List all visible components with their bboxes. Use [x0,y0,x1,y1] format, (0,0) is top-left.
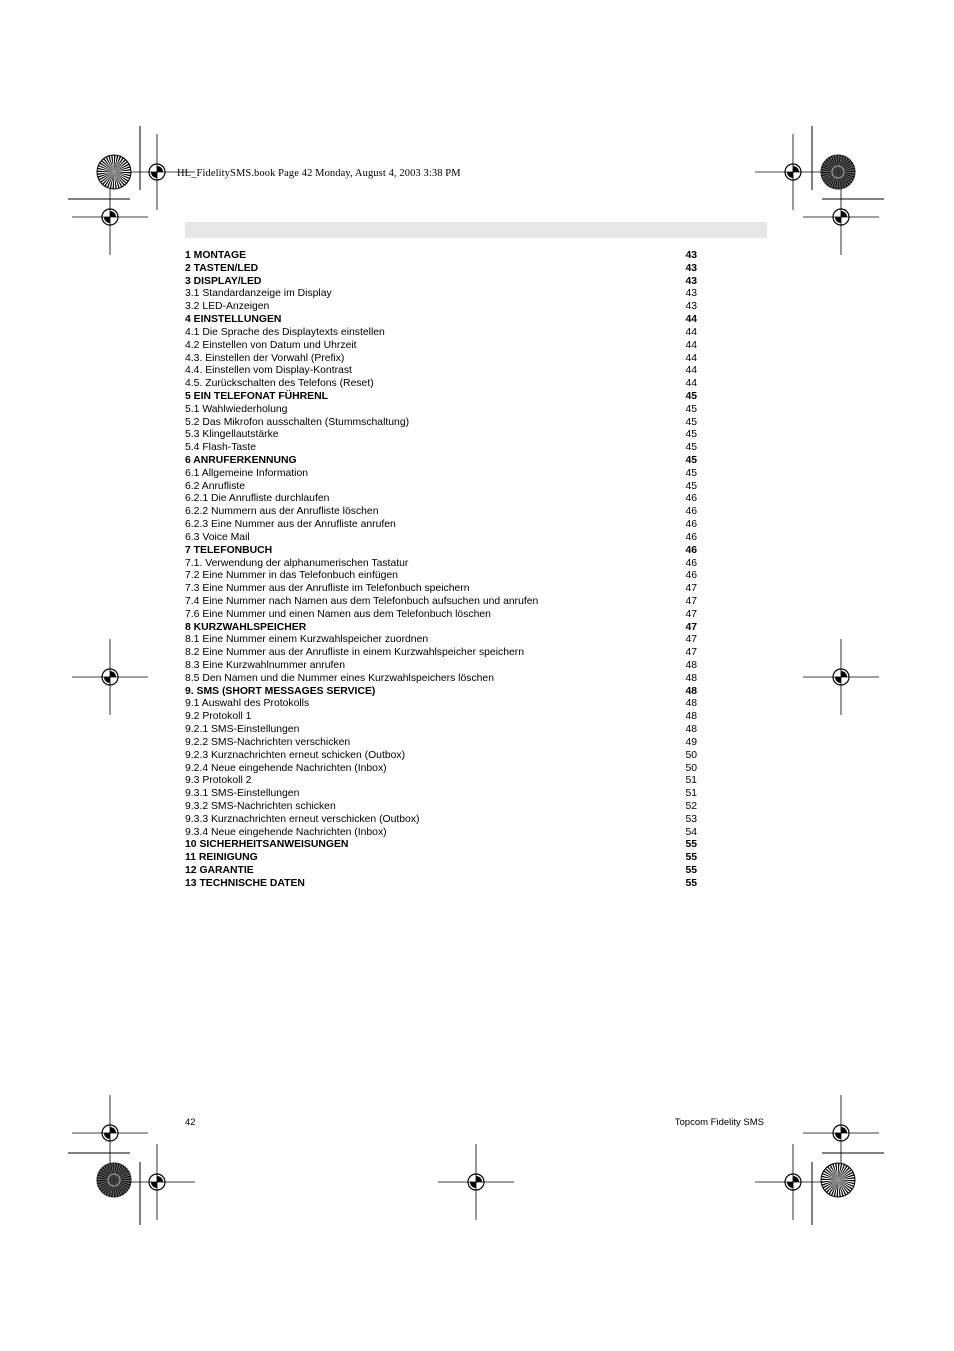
toc-entry [185,686,699,699]
toc-entry-title: 13 TECHNISCHE DATEN [185,877,305,889]
toc-entry-title: 5.4 Flash-Taste [185,442,257,454]
toc-entry-page: 47 [685,647,697,659]
toc-entry-title: 9. SMS (SHORT MESSAGES SERVICE) [185,685,376,697]
toc-entry-page: 43 [685,275,697,287]
toc-entry [185,481,699,494]
registration-mark-icon [803,639,879,715]
toc-entry [185,852,699,865]
toc-entry-title: 4.1 Die Sprache des Displaytexts einstellen [185,326,385,338]
toc-entry-title: 6.2.1 Die Anrufliste durchlaufen [185,493,330,505]
toc-entry-title: 4.3. Einstellen der Vorwahl (Prefix) [185,352,345,364]
toc-entry [185,276,699,289]
toc-entry [185,558,699,571]
toc-entry-title: 9.2.1 SMS-Einstellungen [185,724,300,736]
toc-entry [185,827,699,840]
toc-entry-title: 5.1 Wahlwiederholung [185,403,288,415]
toc-entry-title: 7.3 Eine Nummer aus der Anrufliste im Telefonbuch speichern [185,583,470,595]
registration-mark-icon [803,1095,879,1171]
toc-entry-page: 44 [685,365,697,377]
toc-entry-page: 55 [685,877,697,889]
starburst-target-icon [97,155,131,189]
toc-entry [185,634,699,647]
toc-entry [185,365,699,378]
toc-entry-page: 45 [685,403,697,415]
toc-entry [185,519,699,532]
toc-entry [185,673,699,686]
toc-entry-title: 8 KURZWAHLSPEICHER [185,621,307,633]
toc-entry [185,340,699,353]
toc-entry [185,301,699,314]
toc-entry-title: 4 EINSTELLUNGEN [185,314,282,326]
registration-mark-icon [755,134,831,210]
registration-mark-icon [72,1095,148,1171]
toc-entry [185,404,699,417]
toc-entry-page: 48 [685,672,697,684]
toc-entry-title: 6.2.2 Nummern aus der Anrufliste löschen [185,506,379,518]
toc-entry [185,288,699,301]
toc-entry-page: 44 [685,314,697,326]
registration-mark-icon [438,1144,514,1220]
toc-entry [185,314,699,327]
toc-entry-title: 7 TELEFONBUCH [185,544,273,556]
toc-entry-title: 9.2.2 SMS-Nachrichten verschicken [185,736,351,748]
toc-entry-page: 48 [685,660,697,671]
toc-entry-title: 6 ANRUFERKENNUNG [185,455,297,466]
toc-entry-title: 3 DISPLAY/LED [185,275,262,287]
toc-entry [185,647,699,660]
toc-entry-page: 45 [685,467,697,479]
toc-entry-page: 48 [685,698,697,710]
toc-entry-title: 4.4. Einstellen vom Display-Kontrast [185,365,352,377]
toc-entry-title: 8.3 Eine Kurzwahlnummer anrufen [185,660,345,671]
header-band [185,222,767,238]
toc-entry [185,711,699,724]
toc-entry-page: 46 [685,531,697,543]
toc-entry-page: 52 [685,800,697,812]
toc-entry [185,878,699,891]
toc-entry-page: 54 [685,826,697,838]
toc-entry-title: 8.1 Eine Nummer einem Kurzwahlspeicher zuordnen [185,634,429,646]
toc-entry-title: 2 TASTEN/LED [185,262,259,274]
toc-entry [185,327,699,340]
toc-entry-page: 46 [685,519,697,531]
toc-entry [185,814,699,827]
toc-entry-title: 6.2.3 Eine Nummer aus der Anrufliste anrufen [185,519,396,531]
toc-entry-page: 44 [685,326,697,338]
toc-entry-page: 43 [685,250,697,261]
toc-entry-page: 46 [685,506,697,518]
toc-entry-title: 9.2.3 Kurznachrichten erneut schicken (Outbox) [185,749,406,761]
toc-entry-page: 46 [685,544,697,556]
toc-entry [185,417,699,430]
toc-entry-title: 9.2 Protokoll 1 [185,711,252,723]
registration-mark-icon [72,179,148,255]
toc-entry-title: 5.3 Klingellautstärke [185,429,279,441]
toc-entry [185,609,699,622]
toc-entry-page: 45 [685,416,697,428]
starburst-target-icon [97,1163,131,1197]
toc-entry-title: 7.6 Eine Nummer und einen Namen aus dem Telefonbuch löschen [185,608,491,620]
toc-entry [185,429,699,442]
toc-entry-page: 45 [685,390,697,402]
toc-entry [185,455,699,468]
toc-entry-page: 44 [685,378,697,390]
toc-entry-page: 48 [685,685,697,697]
toc-entry [185,596,699,609]
toc-entry [185,660,699,673]
toc-entry-title: 8.5 Den Namen und die Nummer eines Kurzwahlspeichers löschen [185,672,494,684]
toc-entry [185,378,699,391]
toc-entry-title: 9.3.3 Kurznachrichten erneut verschicken (Outbox) [185,813,420,825]
toc-entry-title: 7.4 Eine Nummer nach Namen aus dem Telefonbuch aufsuchen und anrufen [185,595,539,607]
toc-entry-title: 4.2 Einstellen von Datum und Uhrzeit [185,339,357,351]
toc-entry [185,532,699,545]
toc-entry [185,353,699,366]
toc-entry [185,865,699,878]
toc-entry-title: 9.3.1 SMS-Einstellungen [185,788,300,800]
registration-mark-icon [803,179,879,255]
footer-product-name: Topcom Fidelity SMS [674,1117,764,1128]
toc-entry [185,724,699,737]
toc-entry-title: 10 SICHERHEITSANWEISUNGEN [185,839,349,851]
toc-entry-title: 12 GARANTIE [185,865,254,876]
toc-entry [185,506,699,519]
toc-entry-page: 55 [685,865,697,876]
toc-entry-title: 8.2 Eine Nummer aus der Anrufliste in einem Kurzwahlspeicher speichern [185,647,525,659]
toc-entry-title: 9.2.4 Neue eingehende Nachrichten (Inbox) [185,762,387,774]
starburst-target-icon [821,155,855,189]
table-of-contents [185,250,699,891]
toc-entry-title: 6.2 Anrufliste [185,480,246,492]
toc-entry-page: 51 [685,775,697,787]
toc-entry-title: 9.3.4 Neue eingehende Nachrichten (Inbox) [185,826,387,838]
toc-entry-page: 47 [685,608,697,620]
toc-entry-page: 43 [685,288,697,300]
toc-entry-title: 7.2 Eine Nummer in das Telefonbuch einfügen [185,570,398,582]
toc-entry-page: 45 [685,480,697,492]
registration-mark-icon [755,1144,831,1220]
toc-entry-page: 48 [685,724,697,736]
toc-entry-page: 47 [685,621,697,633]
toc-entry [185,763,699,776]
footer-page-number: 42 [185,1117,196,1128]
toc-entry [185,468,699,481]
toc-entry [185,775,699,788]
registration-mark-icon [72,639,148,715]
toc-entry-page: 44 [685,339,697,351]
toc-entry [185,391,699,404]
toc-entry-page: 53 [685,813,697,825]
toc-entry-title: 4.5. Zurückschalten des Telefons (Reset) [185,378,374,390]
toc-entry [185,570,699,583]
toc-entry-page: 55 [685,839,697,851]
toc-entry [185,788,699,801]
toc-entry-title: 9.1 Auswahl des Protokolls [185,698,310,710]
toc-entry-page: 43 [685,262,697,274]
toc-entry-title: 11 REINIGUNG [185,852,258,864]
toc-entry-title: 6.3 Voice Mail [185,531,250,543]
toc-entry-title: 6.1 Allgemeine Information [185,467,309,479]
toc-entry [185,545,699,558]
toc-entry-page: 47 [685,595,697,607]
toc-entry-page: 47 [685,583,697,595]
toc-entry-title: 1 MONTAGE [185,250,246,261]
toc-entry [185,493,699,506]
toc-entry [185,250,699,263]
toc-entry [185,698,699,711]
toc-entry [185,583,699,596]
toc-entry [185,622,699,635]
print-header-slug: HL_FidelitySMS.book Page 42 Monday, August 4, 2003 3:38 PM [177,168,461,179]
toc-entry-page: 50 [685,762,697,774]
toc-entry-title: 9.3 Protokoll 2 [185,775,252,787]
toc-entry [185,801,699,814]
toc-entry-page: 43 [685,301,697,313]
toc-entry-page: 51 [685,788,697,800]
toc-entry [185,750,699,763]
toc-entry-page: 49 [685,736,697,748]
toc-entry-page: 50 [685,749,697,761]
toc-entry-title: 5.2 Das Mikrofon ausschalten (Stummschaltung) [185,416,410,428]
toc-entry-page: 45 [685,429,697,441]
toc-entry [185,737,699,750]
toc-entry-page: 46 [685,493,697,505]
toc-entry [185,263,699,276]
starburst-target-icon [821,1163,855,1197]
toc-entry-title: 3.1 Standardanzeige im Display [185,288,332,300]
toc-entry-page: 44 [685,352,697,364]
toc-entry-page: 45 [685,455,697,466]
toc-entry-page: 47 [685,634,697,646]
toc-entry-page: 55 [685,852,697,864]
toc-entry-title: 5 EIN TELEFONAT FÜHRENL [185,390,328,402]
toc-entry-title: 3.2 LED-Anzeigen [185,301,270,313]
toc-entry-page: 46 [685,570,697,582]
toc-entry-page: 48 [685,711,697,723]
toc-entry-page: 45 [685,442,697,454]
toc-entry-title: 7.1. Verwendung der alphanumerischen Tastatur [185,557,409,569]
toc-entry [185,839,699,852]
toc-entry-title: 9.3.2 SMS-Nachrichten schicken [185,800,336,812]
toc-entry-page: 46 [685,557,697,569]
toc-entry [185,442,699,455]
